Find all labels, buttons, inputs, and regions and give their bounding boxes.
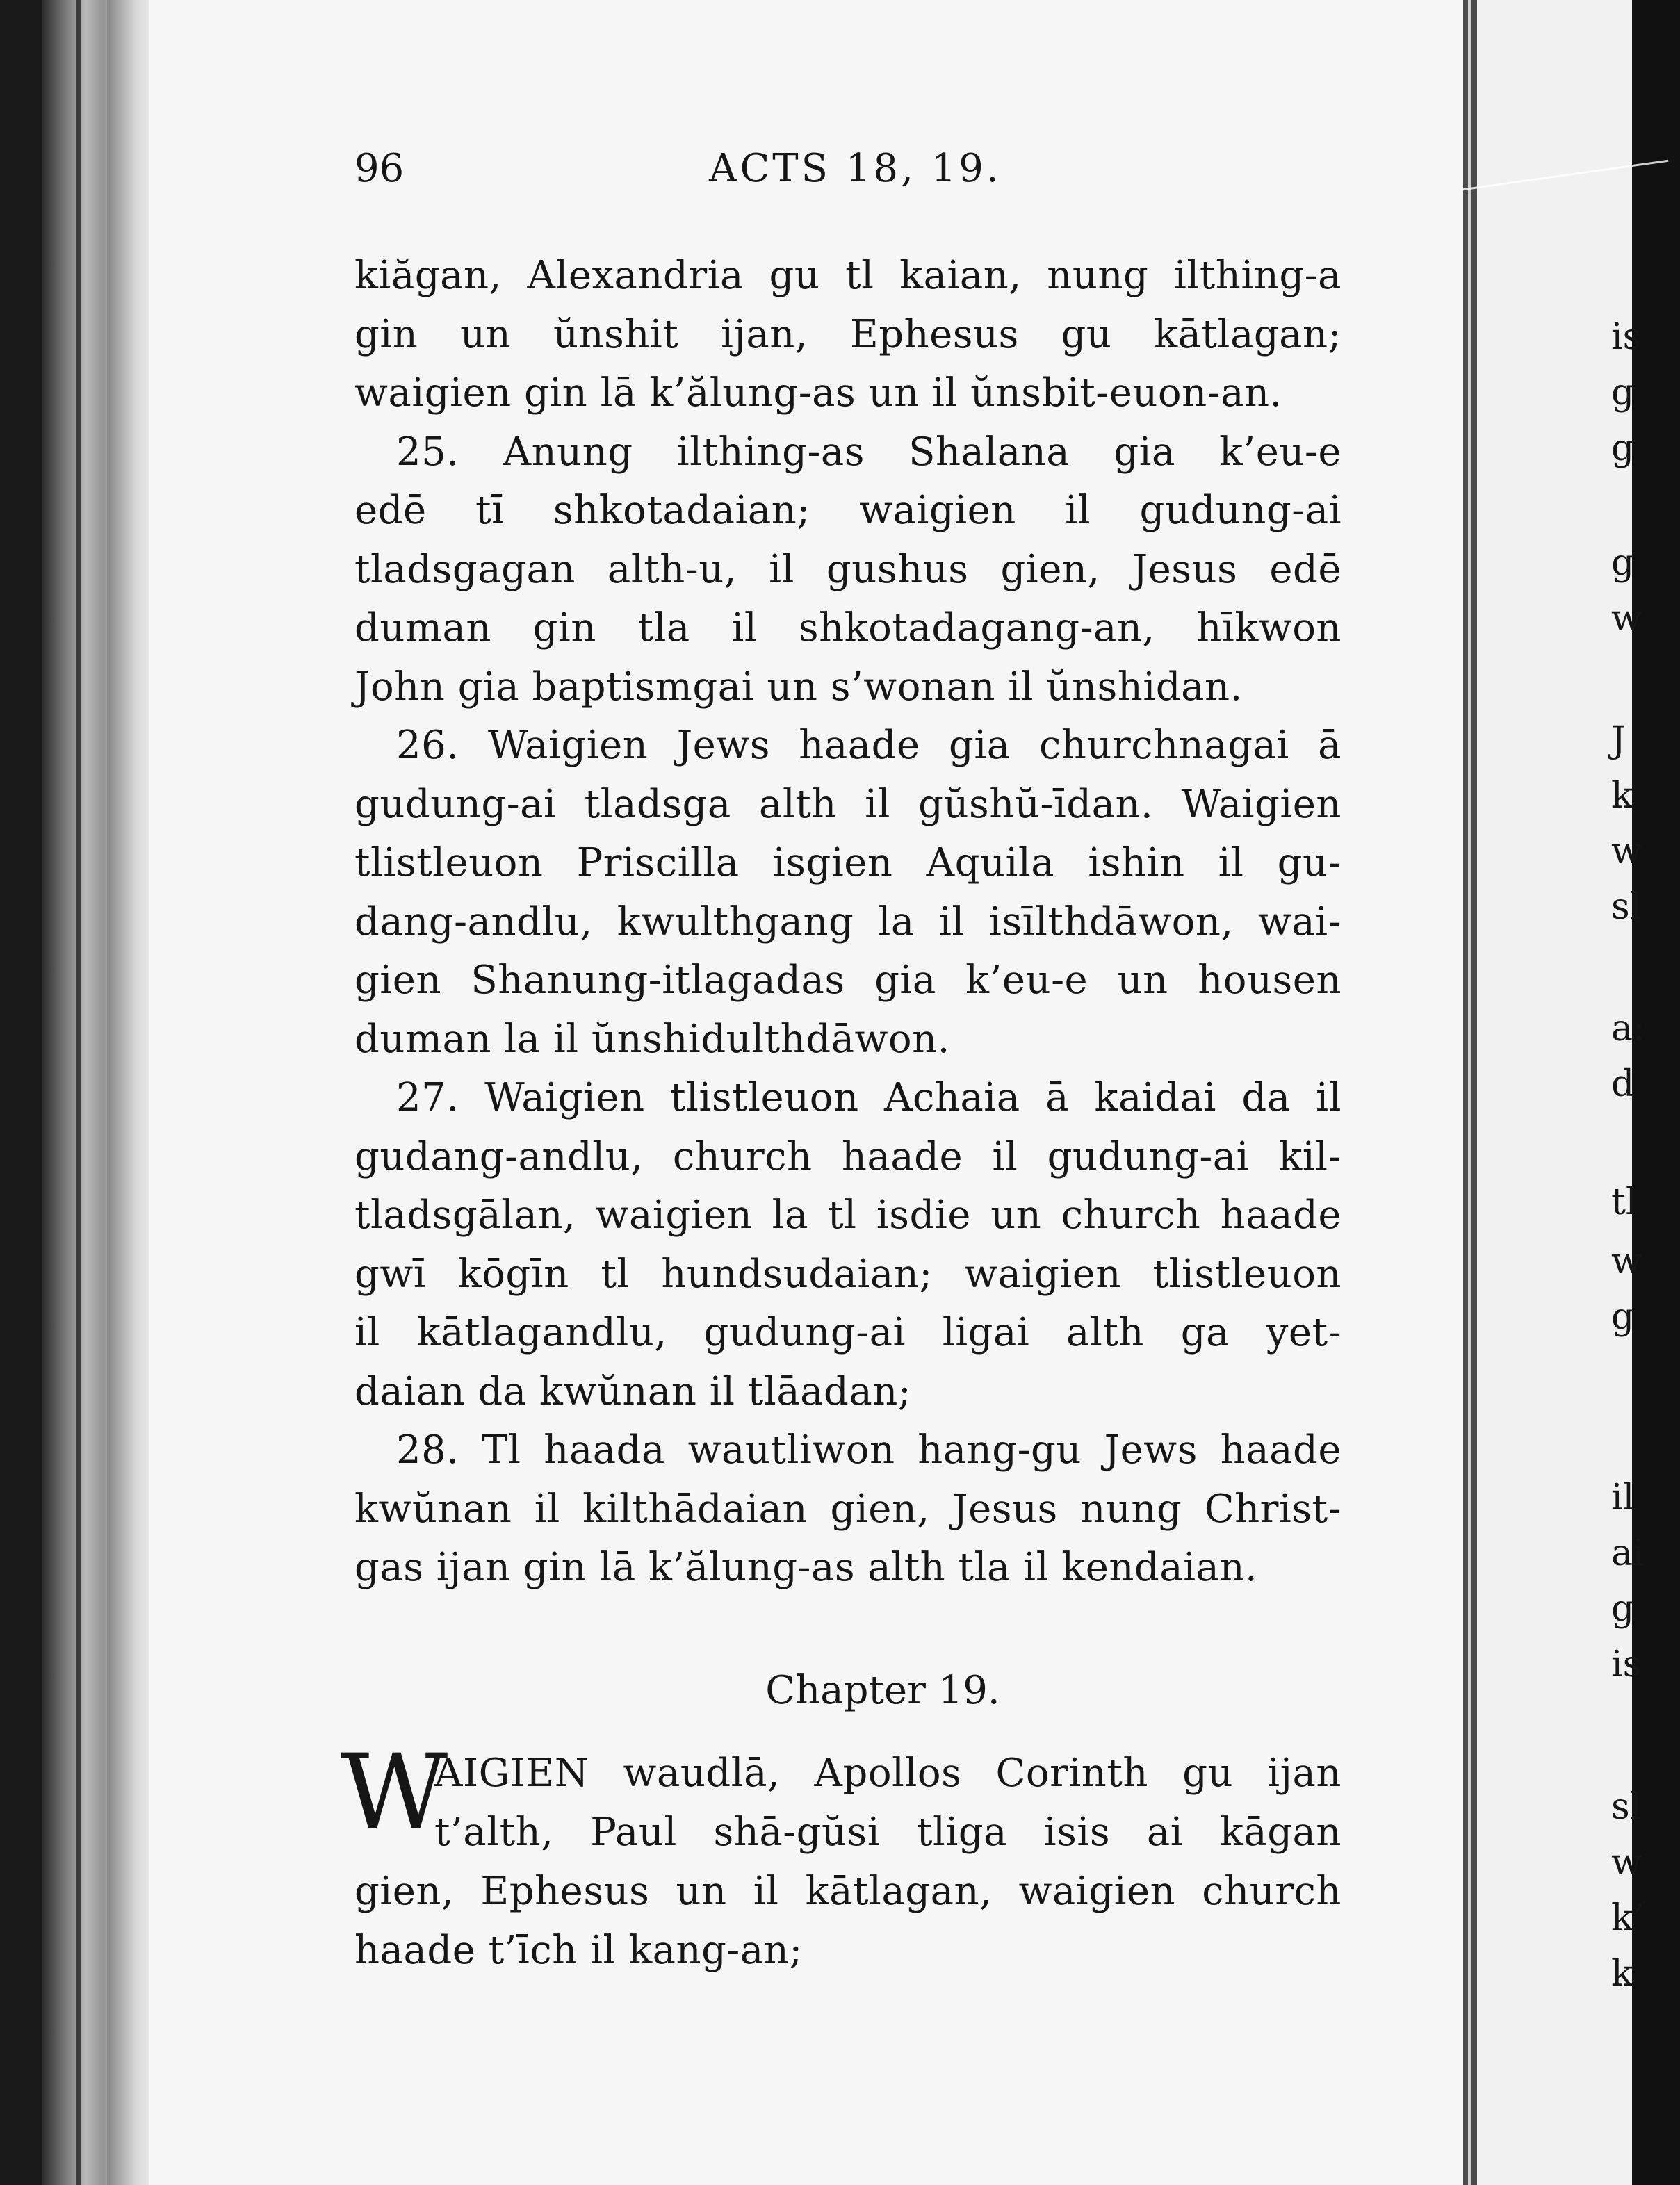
text-line: il kātlagandlu, gudung-ai ligai alth ga yet- bbox=[354, 1310, 1341, 1355]
chapter-text-line: AIGIEN waudlā, Apollos Corinth gu ijan bbox=[434, 1751, 1341, 1796]
chapter-title: Chapter 19. bbox=[765, 1668, 1000, 1713]
text-line: John gia baptismgai un s’wonan il ŭnshidan. bbox=[354, 664, 1243, 710]
scanner-edge bbox=[0, 0, 42, 2185]
chapter-text-line: haade t’īch il kang-an; bbox=[354, 1928, 803, 1973]
facing-page-fragment: w bbox=[1611, 598, 1642, 639]
facing-page-fragment: ai bbox=[1611, 1532, 1645, 1574]
facing-page-fragment: is bbox=[1611, 1644, 1642, 1685]
chapter-text-line: t’alth, Paul shā-gŭsi tliga isis ai kāgan bbox=[434, 1810, 1341, 1855]
facing-page-fragment: sl bbox=[1611, 886, 1642, 928]
spine-line bbox=[76, 0, 81, 2185]
facing-page-fragment: d bbox=[1611, 1063, 1635, 1105]
facing-page-fragment: is bbox=[1611, 316, 1642, 358]
facing-page-fragment: g bbox=[1611, 542, 1635, 584]
facing-page-fragment: a: bbox=[1611, 1008, 1645, 1049]
running-head bbox=[354, 146, 1341, 190]
text-line: duman gin tla il shkotadagang-an, hīkwon bbox=[354, 605, 1341, 650]
text-line: gin un ŭnshit ijan, Ephesus gu kātlagan; bbox=[354, 311, 1341, 357]
text-line: gien Shanung-itlagadas gia k’eu-e un housen bbox=[354, 958, 1341, 1003]
text-line: tladsgālan, waigien la tl isdie un church haade bbox=[354, 1193, 1341, 1238]
text-line: tladsgagan alth-u, il gushus gien, Jesus edē bbox=[354, 546, 1341, 592]
facing-page-fragment: il bbox=[1611, 1477, 1635, 1519]
text-line: dang-andlu, kwulthgang la il isīlthdāwon, wai- bbox=[354, 899, 1341, 944]
facing-page-fragment: g bbox=[1611, 1588, 1635, 1630]
text-line: gwī kōgīn tl hundsudaian; waigien tlistleuon bbox=[354, 1251, 1341, 1297]
page-text bbox=[341, 0, 1341, 2185]
drop-cap: W bbox=[341, 1733, 448, 1853]
book-spine bbox=[42, 0, 153, 2185]
text-line: 28. Tl haada wautliwon hang-gu Jews haade bbox=[396, 1427, 1341, 1473]
page-gutter-highlight bbox=[1468, 0, 1471, 2185]
facing-page-fragment: g bbox=[1611, 372, 1635, 414]
running-title: ACTS 18, 19. bbox=[709, 146, 1002, 191]
text-line: gudang-andlu, church haade il gudung-ai kil- bbox=[354, 1134, 1341, 1179]
text-line: 27. Waigien tlistleuon Achaia ā kaidai da il bbox=[396, 1075, 1341, 1120]
spine-line bbox=[104, 0, 107, 2185]
facing-page-fragment: g bbox=[1611, 427, 1635, 469]
facing-page-fragment: k bbox=[1611, 1953, 1633, 1995]
text-line: waigien gin lā k’ălung-as un il ŭnsbit-euon-an. bbox=[354, 370, 1282, 416]
page-number: 96 bbox=[354, 146, 405, 191]
facing-page-fragment: w bbox=[1611, 1842, 1642, 1883]
text-line: 26. Waigien Jews haade gia churchnagai ā bbox=[396, 723, 1341, 768]
facing-page-fragment: k bbox=[1611, 775, 1633, 817]
text-line: daian da kwŭnan il tlāadan; bbox=[354, 1368, 912, 1414]
text-line: gudung-ai tladsga alth il gŭshŭ-īdan. Waigien bbox=[354, 781, 1341, 827]
text-line: kiăgan, Alexandria gu tl kaian, nung ilthing-a bbox=[354, 253, 1341, 298]
text-line: duman la il ŭnshidulthdāwon. bbox=[354, 1016, 950, 1062]
text-line: gas ijan gin lā k’ălung-as alth tla il kendaian. bbox=[354, 1545, 1258, 1590]
facing-page-fragment: w bbox=[1611, 1241, 1642, 1282]
facing-page-fragment: J bbox=[1611, 719, 1626, 761]
facing-page-fragment: k’ bbox=[1611, 1897, 1645, 1939]
text-line: 25. Anung ilthing-as Shalana gia k’eu-e bbox=[396, 429, 1341, 475]
facing-page-fragment: sl bbox=[1611, 1786, 1642, 1828]
text-line: kwŭnan il kilthādaian gien, Jesus nung Christ- bbox=[354, 1486, 1341, 1532]
chapter-text-line: gien, Ephesus un il kātlagan, waigien church bbox=[354, 1869, 1341, 1914]
facing-page-fragment: g bbox=[1611, 1296, 1635, 1338]
facing-page bbox=[1477, 0, 1645, 2185]
facing-page-fragment: w bbox=[1611, 830, 1642, 872]
text-line: tlistleuon Priscilla isgien Aquila ishin il gu- bbox=[354, 840, 1341, 885]
facing-page-fragment: tl bbox=[1611, 1181, 1638, 1223]
text-line: edē tī shkotadaian; waigien il gudung-ai bbox=[354, 488, 1341, 533]
